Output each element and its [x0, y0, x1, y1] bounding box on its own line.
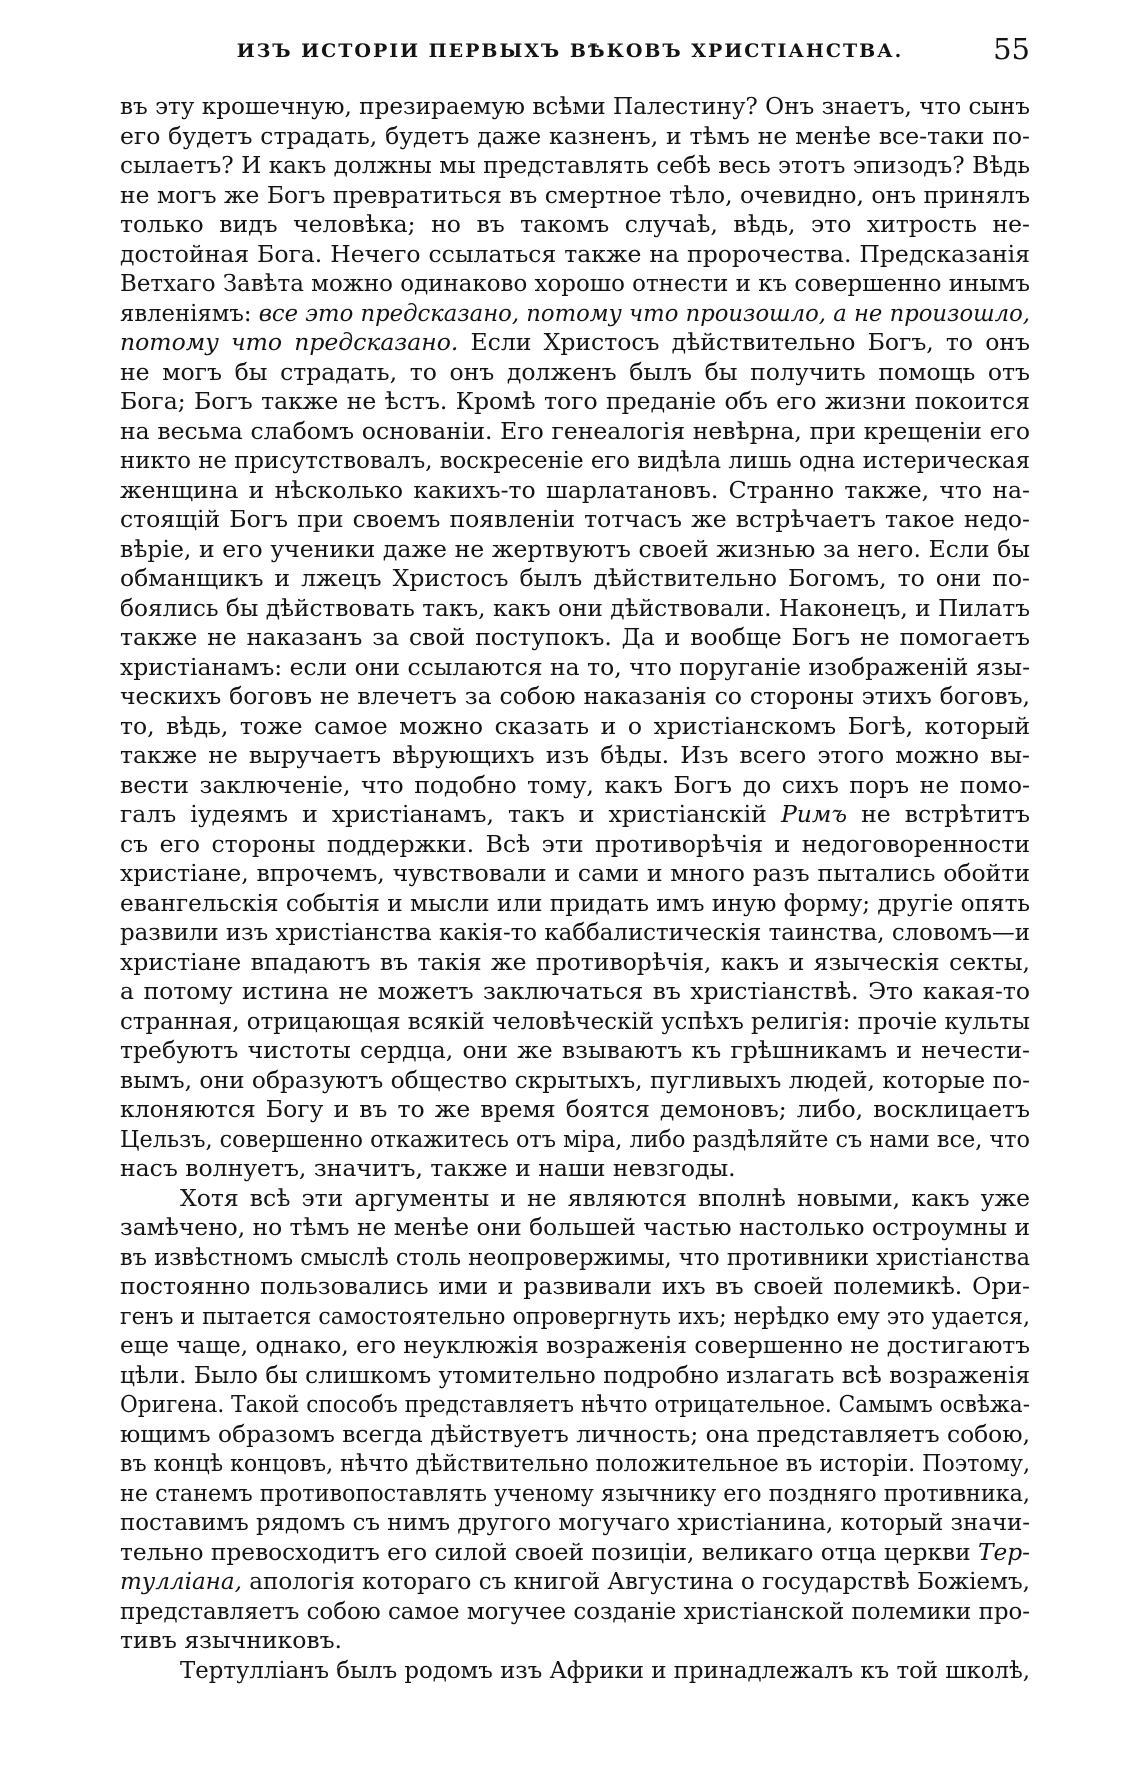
text-line — [120, 505, 1030, 535]
text-segment: также не выручаетъ вѣрующихъ изъ бѣды. Изъ всего этого можно вы- — [120, 741, 1030, 769]
text-line — [120, 1272, 1030, 1302]
text-segment: вѣріе, и его ученики даже не жертвуютъ своей жизнью за него. Если бы — [120, 534, 1030, 563]
text-line — [120, 712, 1030, 742]
running-header — [120, 32, 1030, 72]
text-segment: апологія котораго съ книгой Августина о государствѣ Божіемъ, — [241, 1567, 1030, 1595]
text-line — [120, 594, 1030, 624]
running-title: ИЗЪ ИСТОРІИ ПЕРВЫХЪ ВѢКОВЪ ХРИСТІАНСТВА. — [236, 40, 904, 62]
text-line — [120, 1567, 1030, 1597]
text-segment: сылаетъ? И какъ должны мы представлять себѣ весь этотъ эпизодъ? Вѣдь — [120, 151, 1030, 179]
paragraph — [120, 1656, 1030, 1686]
text-segment: въ извѣстномъ смыслѣ столь неопровержимы, что противники христіанства — [120, 1242, 1030, 1271]
text-segment: то, вѣдь, тоже самое можно сказать и о христіанскомъ Богѣ, который — [120, 711, 1030, 740]
text-segment: стоящій Богъ при своемъ появленіи тотчасъ же встрѣчаетъ такое недо- — [120, 505, 1030, 533]
text-line — [120, 417, 1030, 447]
text-segment: достойная Бога. Нечего ссылаться также на пророчества. Предсказанія — [120, 239, 1030, 268]
text-line — [120, 210, 1030, 240]
text-segment: постоянно пользовались ими и развивали ихъ въ своей полемикѣ. Ори- — [120, 1272, 1030, 1300]
text-line — [120, 1449, 1030, 1479]
text-line — [120, 1331, 1030, 1361]
text-segment: тельно превосходитъ его силой своей позиціи, великаго отца церкви — [120, 1537, 978, 1566]
text-line — [120, 1243, 1030, 1273]
text-line — [120, 122, 1030, 152]
text-segment: цѣли. Было бы слишкомъ утомительно подробно излагать всѣ возраженія — [120, 1360, 1030, 1389]
text-segment: а потому истина не можетъ заключаться въ христіанствѣ. Это какая-то — [120, 977, 1030, 1005]
text-segment: насъ волнуетъ, значитъ, также и наши невзгоды. — [120, 1154, 736, 1182]
text-segment: замѣчено, но тѣмъ не менѣе они большей частью настолько остроумны и — [120, 1213, 1030, 1241]
text-segment: съ его стороны поддержки. Всѣ эти противорѣчія и недоговоренности — [120, 829, 1030, 858]
text-line — [120, 977, 1030, 1007]
text-line — [120, 1420, 1030, 1450]
text-segment: вести заключеніе, что подобно тому, какъ Богъ до сихъ поръ не помо- — [120, 770, 1030, 799]
text-line — [120, 1302, 1030, 1332]
text-line — [120, 1066, 1030, 1096]
page-number: 55 — [993, 32, 1030, 66]
text-segment: Ветхаго Завѣта можно одинаково хорошо отнести и къ совершенно инымъ — [120, 269, 1030, 297]
text-segment: Если Христосъ дѣйствительно Богъ, то онъ — [458, 328, 1030, 356]
text-line — [120, 1626, 1030, 1656]
text-segment: Тертулліанъ былъ родомъ изъ Африки и принадлежалъ къ той школѣ, — [180, 1655, 1030, 1684]
text-line — [120, 623, 1030, 653]
text-segment: никто не присутствовалъ, воскресеніе его видѣла лишь одна истерическая — [120, 446, 1030, 474]
text-line — [120, 859, 1030, 889]
text-line — [120, 741, 1030, 771]
text-line — [120, 358, 1030, 388]
text-segment: ющимъ образомъ всегда дѣйствуетъ личность; она представляетъ собою, — [120, 1419, 1030, 1448]
text-line — [120, 151, 1030, 181]
text-line — [120, 800, 1030, 830]
text-segment: обманщикъ и лжецъ Христосъ былъ дѣйствительно Богомъ, то они по- — [120, 564, 1030, 592]
text-line — [120, 1125, 1030, 1155]
text-line — [120, 387, 1030, 417]
text-segment: не встрѣтитъ — [847, 800, 1030, 828]
text-line — [120, 476, 1030, 506]
text-segment: его будетъ страдать, будетъ даже казненъ, и тѣмъ не менѣе все-таки по- — [120, 121, 1030, 150]
text-segment: на весьма слабомъ основаніи. Его генеалогія невѣрна, при крещеніи его — [120, 416, 1030, 445]
text-segment: клоняются Богу и въ то же время боятся демоновъ; либо, восклицаетъ — [120, 1095, 1030, 1123]
text-segment: не станемъ противопоставлять ученому язычнику его позднягo противника, — [120, 1478, 1030, 1507]
italic-text: потому что предсказано. — [120, 328, 459, 356]
text-line — [120, 830, 1030, 860]
text-segment: поставимъ рядомъ съ нимъ другого могучаго христіанина, который значи- — [120, 1508, 1030, 1536]
text-segment: христіане, впрочемъ, чувствовали и сами и много разъ пытались обойти — [120, 859, 1030, 887]
text-segment: странная, отрицающая всякій человѣческій успѣхъ религія: прочіе культы — [120, 1006, 1030, 1035]
text-line — [120, 948, 1030, 978]
text-line — [120, 1597, 1030, 1627]
text-line — [120, 1656, 1030, 1686]
text-line — [120, 1508, 1030, 1538]
text-line — [120, 299, 1030, 329]
text-segment: евангельскія событія и мысли или придать имъ иную форму; другіе опять — [120, 888, 1030, 917]
text-line — [120, 535, 1030, 565]
text-segment: генъ и пытается самостоятельно опровергнуть ихъ; нерѣдко ему это удается, — [120, 1301, 1030, 1330]
text-line — [120, 653, 1030, 683]
text-line — [120, 1184, 1030, 1214]
text-segment: вымъ, они образуютъ общество скрытыхъ, пугливыхъ людей, которые по- — [120, 1065, 1030, 1094]
text-segment: христіане впадаютъ въ такія же противорѣчія, какъ и языческія секты, — [120, 947, 1030, 976]
text-line — [120, 1007, 1030, 1037]
text-line — [120, 269, 1030, 299]
text-segment: представляетъ собою самое могучее созданіе христіанской полемики про- — [120, 1596, 1030, 1625]
text-line — [120, 1390, 1030, 1420]
italic-text: все это предсказано, потому что произошло, а не произошло, — [258, 298, 1030, 327]
text-line — [120, 181, 1030, 211]
text-segment: Бога; Богъ также не ѣстъ. Кромѣ того преданіе объ его жизни покоится — [120, 387, 1030, 415]
text-segment: также не наказанъ за свой поступокъ. Да и вообще Богъ не помогаетъ — [120, 623, 1030, 651]
text-line — [120, 1154, 1030, 1184]
text-line — [120, 1538, 1030, 1568]
text-segment: женщина и нѣсколько какихъ-то шарлатановъ. Странно также, что на- — [120, 475, 1030, 504]
text-line — [120, 446, 1030, 476]
italic-text: Римъ — [780, 800, 848, 828]
body-text — [120, 92, 1030, 1685]
italic-text: тулліана, — [120, 1567, 242, 1595]
text-line — [120, 328, 1030, 358]
text-line — [120, 92, 1030, 122]
text-segment: Оригена. Такой способъ представляетъ нѣчто отрицательное. Самымъ освѣжа- — [120, 1390, 1030, 1418]
text-segment: Цельзъ, совершенно откажитесь отъ міра, либо раздѣляйте съ нами все, что — [120, 1124, 1030, 1153]
text-line — [120, 771, 1030, 801]
italic-text: Тер- — [977, 1537, 1030, 1566]
paragraph — [120, 1184, 1030, 1656]
text-segment: не могъ же Богъ превратиться въ смертное тѣло, очевидно, онъ принялъ — [120, 180, 1030, 209]
text-line — [120, 240, 1030, 270]
text-line — [120, 1036, 1030, 1066]
text-line — [120, 1213, 1030, 1243]
paragraph — [120, 92, 1030, 1184]
text-segment: явленіямъ: — [120, 298, 259, 327]
text-segment: тивъ язычниковъ. — [120, 1626, 343, 1654]
text-segment: не могъ бы страдать, то онъ долженъ былъ бы получить помощь отъ — [120, 357, 1030, 386]
text-segment: только видъ человѣка; но въ такомъ случаѣ, вѣдь, это хитрость не- — [120, 210, 1030, 238]
text-segment: еще чаще, однако, его неуклюжія возраженія совершенно не достигаютъ — [120, 1331, 1030, 1359]
text-line — [120, 1095, 1030, 1125]
text-line — [120, 682, 1030, 712]
text-line — [120, 1361, 1030, 1391]
text-segment: христіанамъ: если они ссылаются на то, что поруганіе изображеній язы- — [120, 652, 1030, 681]
text-segment: Хотя всѣ эти аргументы и не являются вполнѣ новыми, какъ уже — [180, 1183, 1030, 1212]
text-segment: въ концѣ концовъ, нѣчто дѣйствительно положительное въ исторіи. Поэтому, — [120, 1449, 1030, 1477]
text-line — [120, 1479, 1030, 1509]
text-line — [120, 918, 1030, 948]
text-segment: требуютъ чистоты сердца, они же взываютъ къ грѣшникамъ и нечести- — [120, 1036, 1030, 1064]
text-line — [120, 889, 1030, 919]
text-segment: въ эту крошечную, презираемую всѣми Палестину? Онъ знаетъ, что сынъ — [120, 92, 1030, 120]
text-segment: ческихъ боговъ не влечетъ за собою наказанія со стороны этихъ боговъ, — [120, 682, 1030, 710]
text-line — [120, 564, 1030, 594]
text-segment: развили изъ христіанства какія-то каббалистическія таинства, словомъ—и — [120, 918, 1030, 946]
text-segment: галъ іудеямъ и христіанамъ, такъ и христіанскій — [120, 800, 781, 828]
text-segment: боялись бы дѣйствовать такъ, какъ они дѣйствовали. Наконецъ, и Пилатъ — [120, 593, 1030, 622]
